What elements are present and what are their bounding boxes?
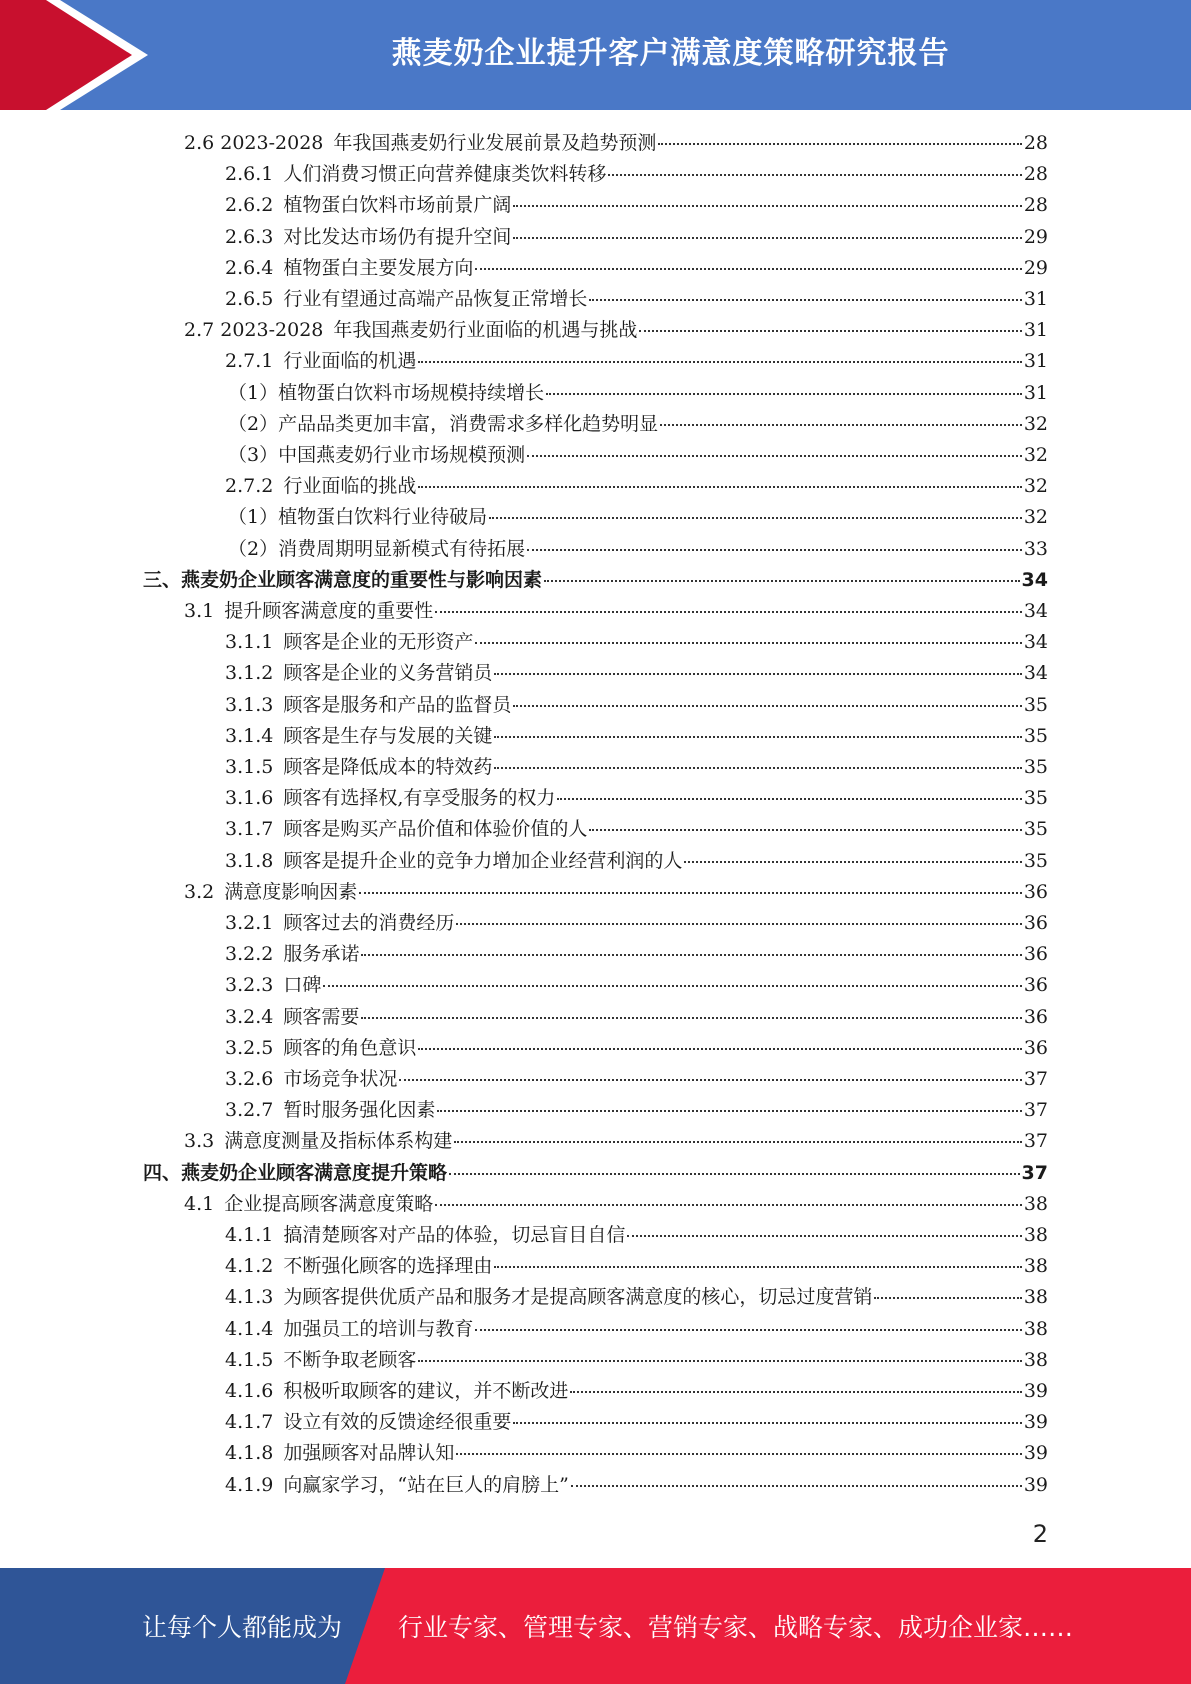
toc-leader-dots [874, 1297, 1021, 1299]
toc-entry[interactable] [184, 877, 1048, 908]
toc-entry[interactable] [184, 128, 1048, 159]
toc-entry-number: 4.1.2 [225, 1255, 274, 1278]
toc-entry-number: 3.2.2 [225, 943, 274, 966]
toc-entry-title: 向赢家学习，“站在巨人的肩膀上” [283, 1473, 569, 1496]
toc-entry[interactable] [225, 627, 1048, 658]
toc-entry-page: 32 [1023, 412, 1048, 435]
toc-leader-dots [361, 954, 1021, 956]
toc-leader-dots [639, 330, 1021, 332]
toc-entry-title: 行业有望通过高端产品恢复正常增长 [283, 288, 588, 310]
toc-entry-number: 四、 [143, 1161, 182, 1184]
toc-entry-number: 3.1.6 [225, 787, 274, 810]
toc-entry-page: 31 [1023, 350, 1048, 373]
toc-entry-page: 28 [1023, 163, 1048, 186]
toc-leader-dots [608, 174, 1021, 176]
toc-entry-page: 28 [1023, 132, 1048, 154]
toc-entry-page: 31 [1023, 288, 1048, 310]
toc-leader-dots [475, 642, 1021, 644]
toc-entry-number: 4.1.8 [225, 1442, 274, 1465]
toc-entry-title: 顾客是服务和产品的监督员 [283, 693, 512, 716]
toc-entry-page: 34 [1023, 600, 1048, 622]
toc-leader-dots [418, 361, 1021, 363]
toc-leader-dots [527, 455, 1022, 457]
toc-entry[interactable] [225, 752, 1048, 783]
toc-leader-dots [435, 1204, 1022, 1206]
page-header [0, 0, 1191, 110]
toc-entry[interactable] [225, 253, 1048, 284]
toc-entry-title: 顾客是企业的无形资产 [283, 631, 474, 654]
toc-entry-title: 暂时服务强化因素 [283, 1099, 436, 1122]
toc-entry-page: 36 [1023, 1005, 1048, 1028]
toc-entry-title: 植物蛋白饮料市场前景广阔 [283, 194, 512, 217]
toc-entry[interactable] [143, 1158, 1048, 1189]
toc-entry[interactable] [225, 1033, 1048, 1064]
toc-entry-title: 满意度影响因素 [224, 880, 358, 903]
toc-entry-page: 32 [1023, 475, 1048, 498]
toc-entry-title: 顾客是降低成本的特效药 [283, 756, 493, 778]
toc-entry-number: 3.2.5 [225, 1036, 274, 1059]
toc-entry-number: 2.6.3 [225, 225, 274, 248]
toc-entry-number: （2） [228, 412, 279, 435]
toc-entry-page: 29 [1023, 256, 1048, 279]
toc-leader-dots [475, 1329, 1021, 1331]
toc-entry[interactable] [228, 502, 1048, 533]
toc-entry[interactable] [225, 846, 1048, 877]
toc-entry[interactable] [225, 1345, 1048, 1376]
toc-entry-number: （1） [228, 506, 279, 529]
toc-entry-page: 37 [1023, 1068, 1048, 1090]
toc-entry-number: 2.6.1 [225, 163, 274, 186]
toc-entry-number: 三、 [143, 568, 182, 591]
toc-entry[interactable] [228, 378, 1048, 409]
toc-entry-title: 顾客过去的消费经历 [283, 912, 455, 934]
toc-leader-dots [570, 1391, 1021, 1393]
toc-entry-number: 4.1.9 [225, 1473, 274, 1496]
toc-entry[interactable] [225, 1002, 1048, 1033]
toc-leader-dots [494, 767, 1021, 769]
toc-entry-title: 服务承诺 [283, 943, 360, 966]
toc-entry-title: 行业面临的挑战 [283, 475, 417, 498]
toc-entry-title: 市场竞争状况 [283, 1068, 398, 1090]
toc-entry-number: 4.1.4 [225, 1317, 274, 1340]
toc-leader-dots [513, 705, 1021, 707]
toc-entry-page: 31 [1023, 319, 1048, 342]
toc-entry-number: （2） [228, 537, 279, 560]
toc-entry[interactable] [225, 1095, 1048, 1126]
toc-entry[interactable] [228, 440, 1048, 471]
toc-entry-number: 2.6.5 [225, 288, 274, 310]
toc-entry[interactable] [184, 1126, 1048, 1157]
toc-entry-page: 35 [1023, 818, 1048, 841]
toc-entry[interactable] [225, 471, 1048, 502]
toc-entry-page: 31 [1023, 381, 1048, 404]
toc-entry-title: 不断强化顾客的选择理由 [283, 1255, 493, 1278]
toc-entry[interactable] [225, 346, 1048, 377]
toc-entry-title: 设立有效的反馈途经很重要 [283, 1411, 512, 1434]
toc-entry-number: （1） [228, 381, 279, 404]
toc-entry-page: 38 [1023, 1317, 1048, 1340]
toc-entry-number: 3.2.4 [225, 1005, 274, 1028]
toc-entry[interactable] [225, 814, 1048, 845]
toc-leader-dots [494, 673, 1021, 675]
toc-entry-page: 35 [1023, 724, 1048, 747]
toc-leader-dots [435, 611, 1022, 613]
toc-entry-page: 32 [1023, 444, 1048, 466]
toc-leader-dots [589, 299, 1021, 301]
toc-leader-dots [418, 1360, 1021, 1362]
toc-entry-title: 植物蛋白饮料市场规模持续增长 [278, 381, 545, 404]
toc-entry-number: 2.7 2023-2028 [184, 319, 324, 342]
toc-entry-page: 38 [1023, 1192, 1048, 1215]
toc-entry-number: 2.7.1 [225, 350, 274, 373]
toc-entry[interactable] [184, 596, 1048, 627]
toc-entry-title: 行业面临的机遇 [283, 350, 417, 373]
toc-entry-number: 2.7.2 [225, 475, 274, 498]
toc-entry-page: 36 [1023, 880, 1048, 903]
toc-leader-dots [437, 1110, 1021, 1112]
toc-entry-title: 植物蛋白饮料行业待破局 [278, 506, 488, 529]
toc-leader-dots [494, 736, 1021, 738]
toc-entry[interactable] [225, 190, 1048, 221]
toc-entry-title: 中国燕麦奶行业市场规模预测 [278, 444, 526, 466]
toc-entry[interactable] [225, 970, 1048, 1001]
toc-leader-dots [399, 1079, 1021, 1081]
toc-entry[interactable] [225, 908, 1048, 939]
toc-leader-dots [449, 1173, 1020, 1175]
toc-leader-dots [494, 1266, 1021, 1268]
toc-entry-title: 顾客有选择权,有享受服务的权力 [283, 787, 556, 810]
toc-entry-page: 34 [1021, 568, 1048, 591]
toc-entry-title: 消费周期明显新模式有待拓展 [278, 537, 526, 560]
toc-entry-title: 植物蛋白主要发展方向 [283, 256, 474, 279]
toc-entry-title: 顾客是购买产品价值和体验价值的人 [283, 818, 588, 841]
toc-entry-number: 4.1.6 [225, 1380, 274, 1402]
toc-entry-number: 3.1 [184, 600, 215, 622]
toc-entry-title: 顾客是提升企业的竞争力增加企业经营利润的人 [283, 849, 683, 872]
toc-entry[interactable] [184, 315, 1048, 346]
toc-entry-page: 36 [1023, 1036, 1048, 1059]
toc-entry[interactable] [228, 534, 1048, 565]
toc-entry-page: 39 [1023, 1473, 1048, 1496]
toc-entry[interactable] [225, 1220, 1048, 1251]
toc-entry-title: 年我国燕麦奶行业发展前景及趋势预测 [333, 132, 657, 154]
toc-leader-dots [418, 486, 1021, 488]
toc-entry-page: 35 [1023, 756, 1048, 778]
toc-entry-number: 3.2.1 [225, 912, 274, 934]
toc-leader-dots [513, 205, 1021, 207]
toc-entry-page: 38 [1023, 1348, 1048, 1371]
toc-entry[interactable] [225, 690, 1048, 721]
toc-entry-number: 2.6.2 [225, 194, 274, 217]
toc-leader-dots [323, 985, 1021, 987]
toc-entry-title: 对比发达市场仍有提升空间 [283, 225, 512, 248]
report-title: 燕麦奶企业提升客户满意度策略研究报告 [391, 36, 950, 71]
toc-entry-number: 3.1.1 [225, 631, 274, 654]
toc-leader-dots [627, 1235, 1021, 1237]
toc-entry-number: 3.1.2 [225, 662, 274, 685]
toc-entry-page: 34 [1023, 631, 1048, 654]
toc-entry-number: 4.1.1 [225, 1224, 274, 1246]
toc-entry[interactable] [225, 658, 1048, 689]
toc-entry-number: 3.1.8 [225, 849, 274, 872]
toc-entry-page: 34 [1023, 662, 1048, 685]
toc-entry-number: 3.1.3 [225, 693, 274, 716]
toc-leader-dots [475, 268, 1021, 270]
page-footer [0, 1568, 1191, 1684]
toc-entry[interactable] [225, 721, 1048, 752]
toc-entry-title: 燕麦奶企业顾客满意度提升策略 [181, 1161, 448, 1184]
toc-entry-page: 32 [1023, 506, 1048, 529]
toc-leader-dots [660, 424, 1022, 426]
toc-entry-number: 2.6 2023-2028 [184, 132, 324, 154]
toc-entry[interactable] [225, 1376, 1048, 1407]
toc-entry[interactable] [225, 159, 1048, 190]
toc-entry-page: 35 [1023, 787, 1048, 810]
toc-entry-title: 企业提高顾客满意度策略 [224, 1192, 434, 1215]
toc-entry[interactable] [225, 1407, 1048, 1438]
toc-entry-number: 3.1.4 [225, 724, 274, 747]
toc-leader-dots [571, 1485, 1022, 1487]
toc-entry-title: 提升顾客满意度的重要性 [224, 600, 434, 622]
toc-leader-dots [418, 1048, 1021, 1050]
toc-entry-title: 不断争取老顾客 [283, 1348, 417, 1371]
toc-leader-dots [589, 829, 1021, 831]
toc-entry[interactable] [228, 409, 1048, 440]
toc-entry[interactable] [143, 565, 1048, 596]
toc-entry-number: 3.1.7 [225, 818, 274, 841]
toc-entry[interactable] [225, 1314, 1048, 1345]
toc-entry-title: 加强顾客对品牌认知 [283, 1442, 455, 1465]
toc-entry-page: 28 [1023, 194, 1048, 217]
toc-entry-number: 3.1.5 [225, 756, 274, 778]
toc-entry-number: 4.1.7 [225, 1411, 274, 1434]
toc-entry-number: 3.2.7 [225, 1099, 274, 1122]
toc-entry-page: 33 [1023, 537, 1048, 560]
toc-entry-number: 4.1.3 [225, 1286, 274, 1309]
toc-entry-page: 29 [1023, 225, 1048, 248]
toc-entry-title: 口碑 [283, 974, 322, 997]
toc-entry-page: 35 [1023, 849, 1048, 872]
toc-entry[interactable] [225, 284, 1048, 315]
toc-entry[interactable] [225, 1470, 1048, 1501]
toc-leader-dots [546, 393, 1022, 395]
toc-entry-number: 4.1.5 [225, 1348, 274, 1371]
toc-leader-dots [359, 892, 1022, 894]
toc-entry-title: 加强员工的培训与教育 [283, 1317, 474, 1340]
toc-entry-title: 顾客是企业的义务营销员 [283, 662, 493, 685]
toc-entry-page: 36 [1023, 974, 1048, 997]
toc-entry-title: 顾客需要 [283, 1005, 360, 1028]
toc-entry-title: 满意度测量及指标体系构建 [224, 1130, 453, 1153]
toc-entry-page: 38 [1023, 1255, 1048, 1278]
toc-entry[interactable] [225, 783, 1048, 814]
toc-entry-page: 39 [1023, 1442, 1048, 1465]
toc-entry[interactable] [225, 1282, 1048, 1313]
toc-entry-number: （3） [228, 444, 279, 466]
toc-entry[interactable] [225, 222, 1048, 253]
footer-slogan-right: 行业专家、管理专家、营销专家、战略专家、成功企业家…… [398, 1613, 1074, 1642]
toc-entry[interactable] [225, 1251, 1048, 1282]
toc-entry-number: 3.2.3 [225, 974, 274, 997]
toc-leader-dots [489, 517, 1022, 519]
toc-leader-dots [456, 923, 1021, 925]
toc-entry[interactable] [225, 1064, 1048, 1095]
toc-leader-dots [513, 237, 1021, 239]
toc-leader-dots [658, 143, 1021, 145]
toc-entry-title: 为顾客提供优质产品和服务才是提高顾客满意度的核心，切忌过度营销 [283, 1286, 873, 1309]
toc-entry-number: 3.2 [184, 880, 215, 903]
page-number: 2 [1032, 1520, 1048, 1548]
toc-entry-page: 38 [1023, 1224, 1048, 1246]
toc-entry-title: 顾客的角色意识 [283, 1036, 417, 1059]
toc-leader-dots [513, 1422, 1021, 1424]
toc-entry-title: 搞清楚顾客对产品的体验，切忌盲目自信 [283, 1224, 626, 1246]
toc-leader-dots [456, 1453, 1021, 1455]
toc-entry-title: 顾客是生存与发展的关键 [283, 724, 493, 747]
footer-slogan-left: 让每个人都能成为 [142, 1613, 343, 1642]
toc-entry-page: 35 [1023, 693, 1048, 716]
toc-leader-dots [544, 580, 1020, 582]
toc-entry[interactable] [225, 939, 1048, 970]
toc-entry-title: 年我国燕麦奶行业面临的机遇与挑战 [333, 319, 638, 342]
toc-entry-title: 产品品类更加丰富，消费需求多样化趋势明显 [278, 412, 659, 435]
toc-entry-number: 3.3 [184, 1130, 215, 1153]
toc-entry-page: 38 [1023, 1286, 1048, 1309]
toc-entry-page: 39 [1023, 1380, 1048, 1402]
toc-entry[interactable] [225, 1438, 1048, 1469]
toc-entry-page: 39 [1023, 1411, 1048, 1434]
toc-entry-page: 37 [1023, 1130, 1048, 1153]
toc-entry-page: 36 [1023, 943, 1048, 966]
toc-entry-page: 37 [1021, 1161, 1048, 1184]
toc-entry-title: 人们消费习惯正向营养健康类饮料转移 [283, 163, 607, 186]
toc-entry-title: 积极听取顾客的建议，并不断改进 [283, 1380, 569, 1402]
toc-entry-number: 2.6.4 [225, 256, 274, 279]
toc-entry-page: 37 [1023, 1099, 1048, 1122]
toc-leader-dots [684, 861, 1021, 863]
toc-leader-dots [557, 798, 1021, 800]
toc-leader-dots [454, 1141, 1022, 1143]
toc-entry[interactable] [184, 1189, 1048, 1220]
toc-entry-page: 36 [1023, 912, 1048, 934]
toc-entry-number: 3.2.6 [225, 1068, 274, 1090]
toc-entry-title: 燕麦奶企业顾客满意度的重要性与影响因素 [181, 568, 543, 591]
toc-leader-dots [361, 1017, 1021, 1019]
toc-entry-number: 4.1 [184, 1192, 215, 1215]
toc-leader-dots [527, 549, 1022, 551]
